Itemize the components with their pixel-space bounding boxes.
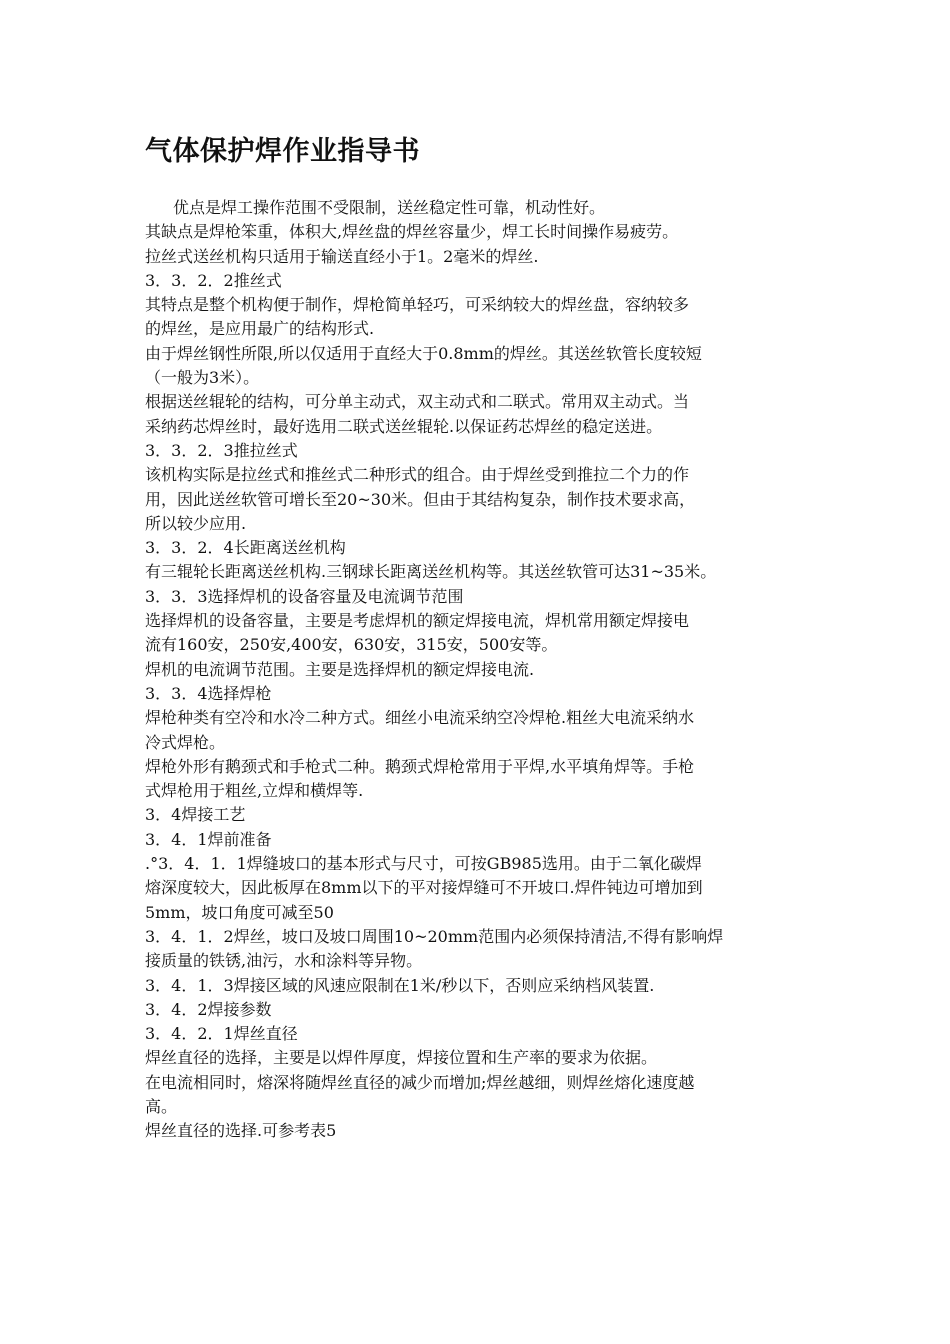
text-line: 熔深度较大，因此板厚在8mm以下的平对接焊缝可不开坡口.焊件钝边可增加到 — [145, 878, 703, 898]
section-heading: 3．3．2．4长距离送丝机构 — [145, 538, 346, 558]
text-line: 焊丝直径的选择，主要是以焊件厚度，焊接位置和生产率的要求为依据。 — [145, 1048, 658, 1068]
text-line: 5mm，坡口角度可减至50 — [145, 902, 334, 922]
text-line: 冷式焊枪。 — [145, 732, 226, 752]
text-line: 用，因此送丝软管可增长至20~30米。但由于其结构复杂，制作技术要求高， — [145, 489, 696, 509]
text-line: 3．4．1．2焊丝，坡口及坡口周围10~20mm范围内必须保持清洁,不得有影响焊 — [145, 926, 724, 946]
text-line: 有三辊轮长距离送丝机构.三钢球长距离送丝机构等。其送丝软管可达31~35米。 — [145, 562, 717, 582]
text-line: 选择焊机的设备容量，主要是考虑焊机的额定焊接电流，焊机常用额定焊接电 — [145, 611, 690, 631]
section-heading: 3．3．2．2推丝式 — [145, 270, 282, 290]
text-line: 焊枪种类有空冷和水冷二种方式。细丝小电流采纳空冷焊枪.粗丝大电流采纳水 — [145, 708, 695, 728]
text-line: 焊丝直径的选择.可参考表5 — [145, 1121, 337, 1141]
text-line: 其缺点是焊枪笨重，体积大,焊丝盘的焊丝容量少，焊工长时间操作易疲劳。 — [145, 222, 679, 242]
text-line: 优点是焊工操作范围不受限制，送丝稳定性可靠，机动性好。 — [173, 198, 606, 217]
section-heading: 3．4焊接工艺 — [145, 805, 246, 825]
text-line: 其特点是整个机构便于制作，焊枪简单轻巧，可采纳较大的焊丝盘，容纳较多 — [145, 295, 690, 315]
text-line: 焊机的电流调节范围。主要是选择焊机的额定焊接电流. — [145, 659, 535, 679]
document-body — [145, 196, 825, 1144]
section-heading: 3．3．4选择焊枪 — [145, 683, 272, 703]
text-line: 所以较少应用. — [145, 513, 247, 533]
text-line: 高。 — [145, 1096, 178, 1116]
text-line: 在电流相同时，熔深将随焊丝直径的减少而增加;焊丝越细，则焊丝熔化速度越 — [145, 1072, 695, 1092]
section-heading: 3．4．2焊接参数 — [145, 999, 272, 1019]
text-line: 根据送丝辊轮的结构，可分单主动式，双主动式和二联式。常用双主动式。当 — [145, 392, 690, 412]
text-line: 采纳药芯焊丝时，最好选用二联式送丝辊轮.以保证药芯焊丝的稳定送进。 — [145, 416, 663, 436]
text-line: 3．4．1．3焊接区域的风速应限制在1米/秒以下，否则应采纳档风装置. — [145, 975, 655, 995]
text-line: 拉丝式送丝机构只适用于输送直经小于1。2毫米的焊丝. — [145, 246, 539, 266]
section-heading: 3．3．3选择焊机的设备容量及电流调节范围 — [145, 586, 464, 606]
text-line: 焊枪外形有鹅颈式和手枪式二种。鹅颈式焊枪常用于平焊,水平填角焊等。手枪 — [145, 756, 695, 776]
text-line: 该机构实际是拉丝式和推丝式二种形式的组合。由于焊丝受到推拉二个力的作 — [145, 465, 690, 485]
text-line: 接质量的铁锈,油污，水和涂料等异物。 — [145, 951, 423, 971]
text-line: （一般为3米）。 — [145, 368, 260, 388]
text-line: .°3．4．1．1焊缝坡口的基本形式与尺寸，可按GB985选用。由于二氧化碳焊 — [145, 854, 702, 874]
section-heading: 3．4．1焊前准备 — [145, 829, 272, 849]
section-heading: 3．4．2．1焊丝直径 — [145, 1024, 298, 1044]
document-title: 气体保护焊作业指导书 — [145, 136, 420, 167]
text-line: 的焊丝，是应用最广的结构形式. — [145, 319, 375, 339]
text-line: 由于焊丝钢性所限,所以仅适用于直经大于0.8mm的焊丝。其送丝软管长度较短 — [145, 343, 702, 363]
text-line: 流有160安，250安,400安，630安，315安，500安等。 — [145, 635, 558, 655]
text-line: 式焊枪用于粗丝,立焊和横焊等. — [145, 781, 364, 801]
section-heading: 3．3．2．3推拉丝式 — [145, 440, 298, 460]
